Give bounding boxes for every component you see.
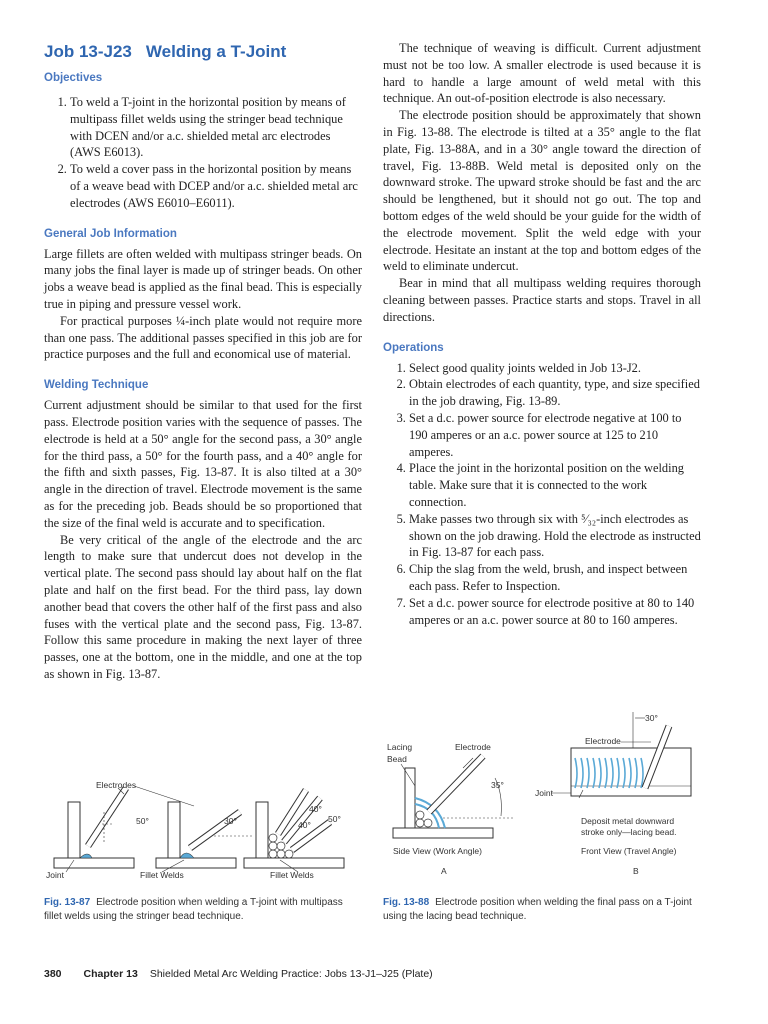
operation-item: 2. Obtain electrodes of each quantity, type, and size specified in the job drawing, Fig. 13-89. — [409, 376, 701, 410]
operation-item: 7. Set a d.c. power source for electrode positive at 80 to 140 amperes or an a.c. power source at 80 to 160 amperes. — [409, 595, 701, 629]
fig87-label-30: 30° — [224, 816, 237, 826]
figure-13-88 — [383, 708, 713, 882]
fig87-label-fillet1: Fillet Welds — [140, 870, 184, 880]
general-info-heading: General Job Information — [44, 227, 177, 240]
side-view-beads — [416, 811, 432, 827]
fig88-label-joint: Joint — [535, 788, 553, 798]
fig87-label-electrodes: Electrodes — [96, 780, 137, 790]
fig88-label-front-view: Front View (Travel Angle) — [581, 846, 677, 856]
operation-item: 5. Make passes two through six with ⁵⁄₃₂-inch electrodes as shown on the job drawing. Hold the electrode as instructed in Fig. 13-87 for each pass. — [409, 511, 701, 561]
operation-item: 4. Place the joint in the horizontal position on the welding table. Make sure that it is connected to the work connection. — [409, 460, 701, 510]
objective-item: 2. To weld a cover pass in the horizontal position by means of a weave bead with DCEP and/or a.c. shielded metal arc electrodes (AWS E6010–E6011). — [70, 161, 362, 211]
fig87-caption — [44, 896, 362, 924]
page-footer — [44, 968, 433, 980]
operations-list — [383, 360, 701, 629]
objective-item: 1. To weld a T-joint in the horizontal position by means of multipass fillet welds using the stringer bead technique with DCEN and/or a.c. shielded metal arc electrodes (AWS E6013). — [70, 94, 362, 161]
right-column — [383, 40, 701, 628]
technique-paragraph: Be very critical of the angle of the electrode and the arc length to make sure that undercut does not develop in the vertical plate. The second pass should lay about half on the flat plate and half on the first bead. For the third pass, lay down another bead that covers the other half of the first pass and also fuses with the vertical plate and the second pass, Fig. 13-87. Follow this same procedure in making the next layer of three passes, one at the bottom, one in the middle, and one at the top as shown in Fig. 13-87. — [44, 532, 362, 681]
weld-bead-icon — [80, 854, 92, 858]
fig88-caption — [383, 896, 703, 924]
fig87-label-50: 50° — [136, 816, 149, 826]
job-name: Welding a T-Joint — [145, 42, 287, 61]
weaving-paragraph: The technique of weaving is difficult. Current adjustment must not be too low. A smaller electrode is used because it is hard to handle a large amount of weld metal with this technique. An out-of-position electrode is also necessary. — [383, 41, 701, 106]
fig88-label-a: A — [441, 866, 447, 876]
page-number: 380 — [44, 968, 62, 980]
figure-13-87 — [44, 772, 362, 882]
electrode-position-paragraph: The electrode position should be approximately that shown in Fig. 13-88. The electrode is tilted at a 35° angle to the flat plate, Fig. 13-88A, and in a 30° angle toward the direction of travel, Fig. 13-88B. Weld metal is deposited only on the downward stroke. The upward stroke should be fast and the arc should be lengthened, but it should not go out. The top and bottom edges of the weld should be your guide for the width of the electrode movement. Split the weld edge with your electrode. Hesitate an instant at the top and bottom edges of the weld to eliminate undercut. — [383, 108, 701, 274]
operation-item: 1. Select good quality joints welded in Job 13-J2. — [409, 360, 701, 377]
operations-heading: Operations — [383, 341, 444, 354]
fig87-label-50b: 50° — [328, 814, 341, 824]
fig88-label-b: B — [633, 866, 639, 876]
side-view-joint — [393, 768, 493, 838]
electrode-1 — [88, 788, 126, 846]
job-number: Job 13-J23 — [44, 42, 132, 61]
fig87-caption-text: Electrode position when welding a T-joint with multipass fillet welds using the stringer bead technique. — [44, 897, 343, 922]
job-title — [44, 42, 362, 62]
technique-paragraph: Current adjustment should be similar to that used for the first pass. Electrode position varies with the sequence of passes. The electrode is held at a 50° angle for the second pass, a 30° angle for the third pass, a 50° for the fourth pass, and a 40° angle for the fifth and sixth passes, Fig. 13-87. It is also tilted at a 30° angle in the direction of travel. Electrode movement is the same as for the preceding job. Beads should be so proportioned that the size of the final weld is accurate and to specification. — [44, 398, 362, 530]
objectives-list — [44, 94, 362, 212]
fig87-label-fillet2: Fillet Welds — [270, 870, 314, 880]
chapter-title: Shielded Metal Arc Welding Practice: Jobs 13-J1–J25 (Plate) — [149, 968, 433, 980]
chapter-label: Chapter 13 — [83, 968, 138, 980]
fig87-number: Fig. 13-87 — [44, 897, 91, 908]
fig88-label-30: 30° — [645, 713, 658, 723]
weld-bead-icon — [180, 853, 194, 858]
fig88-label-deposit2: stroke only—lacing bead. — [581, 827, 677, 837]
fig87-label-40a: 40° — [309, 804, 322, 814]
operation-item: 6. Chip the slag from the weld, brush, and inspect between each pass. Refer to Inspection. — [409, 561, 701, 595]
cleaning-paragraph: Bear in mind that all multipass welding requires thorough cleaning between passes. Practice starts and stops. Travel in all directions. — [383, 276, 701, 324]
t-joint-2 — [156, 802, 236, 868]
left-column — [44, 40, 362, 683]
side-electrode — [429, 756, 483, 812]
fig88-label-lacing: Lacing — [387, 742, 413, 752]
fig88-label-deposit1: Deposit metal downward — [581, 816, 675, 826]
fig88-label-electrode-a: Electrode — [455, 742, 491, 752]
general-info-paragraph: Large fillets are often welded with multipass stringer beads. On many jobs the final layer is made up of stringer beads. On other jobs a weave bead is applied as the final bead. This is especially true in piping and pressure vessel work. — [44, 246, 362, 311]
fig88-label-electrode-b: Electrode — [585, 736, 621, 746]
objectives-heading: Objectives — [44, 72, 103, 84]
fig88-caption-text: Electrode position when welding the final pass on a T-joint using the lacing bead technique. — [383, 897, 692, 922]
fig88-label-35: 35° — [491, 780, 504, 790]
fig88-number: Fig. 13-88 — [383, 897, 430, 908]
fig88-label-bead: Bead — [387, 754, 407, 764]
fig87-label-joint: Joint — [46, 870, 64, 880]
general-info-paragraph: For practical purposes ¼-inch plate would not require more than one pass. The additional passes specified in this job are for practice purposes and the full and economical use of material. — [44, 313, 362, 362]
fig87-label-40b: 40° — [298, 820, 311, 830]
fig88-label-side-view: Side View (Work Angle) — [393, 846, 482, 856]
operation-item: 3. Set a d.c. power source for electrode negative at 100 to 190 amperes or an a.c. power source at 125 to 210 amperes. — [409, 410, 701, 460]
technique-heading: Welding Technique — [44, 379, 149, 392]
